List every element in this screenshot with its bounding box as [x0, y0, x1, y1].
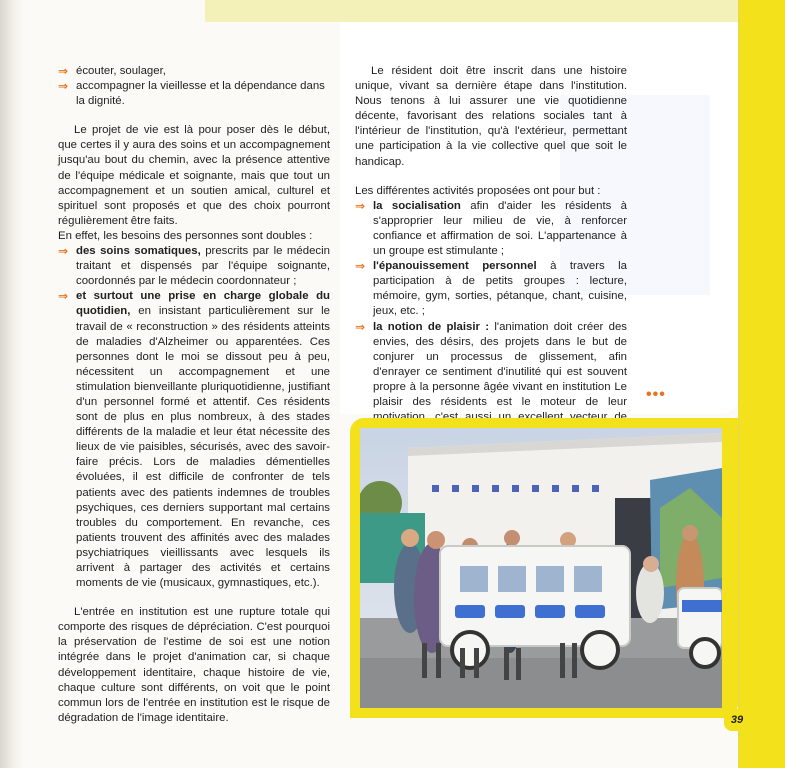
bullet-bold-lead: et surtout une prise en charge globale du quotidien, [76, 290, 330, 318]
paragraph-activites-intro: Les différentes activités proposées ont pour but : [355, 184, 601, 197]
double-arrow-icon: ⇒ [355, 319, 366, 334]
continuation-dots: ••• [646, 386, 666, 403]
top-color-band [205, 0, 745, 22]
bullet-item [58, 289, 330, 591]
left-text-column [58, 64, 330, 726]
side-strip-heading [744, 30, 774, 140]
bullet-bold-lead: l'épanouissement personnel [373, 260, 537, 273]
right-text-column [355, 64, 627, 455]
bullet-text: accompagner la vieillesse et la dépendance dans la dignité. [76, 80, 325, 108]
double-arrow-icon: ⇒ [58, 79, 69, 94]
paragraph-entree-institution: L'entrée en institution est une rupture totale qui comporte des risques de dépréciation. C'est pourquoi la préservation de l'estime de soi est une notion intégrée dans le projet d'animation car, si chaque développement identitaire, chaque histoire de vie, chaque culture sont différents, on voit que le point commun lors de l'entrée en institution est le risque de dégradation de l'image identitaire. [58, 606, 330, 724]
bullet-text: écouter, soulager, [76, 65, 166, 77]
bullet-item [355, 259, 627, 319]
bullet-text: à travers la participation à de petits groupes : lecture, mémoire, gym, sorties, pétanque, chant, cuisine, jeux, etc. ; [373, 260, 627, 318]
bullet-text: en insistant particulièrement sur le travail de « reconstruction » des résidents atteints de maladies d'Alzheimer ou apparentées. Ces personnes dont le moi se dissout peu à peu, nécessitent un accompagnement et une stimulation bienveillante pluriquotidienne, justifiant d'un personnel formé et attentif. Ces résidents sont de plus en plus nombreux, à des stades différents de la maladie et leur état nécessite des lieux de vie paisibles, sécurisés, avec des savoir-faire précis. Lors de maladies démentielles évoluées, il est difficile de confronter de tels patients avec des patients indemnes de troubles psychiques, ces derniers supportant mal certains troubles du comportement. En revanche, ces patients trouvent des affinités avec des malades psychiatriques vieillissants avec lesquels ils arrivent à partager des activités et certains moments de vie (musicaux, gymnastiques, etc.). [76, 305, 330, 590]
page-gutter-shadow [0, 0, 24, 768]
activity-photo [360, 428, 722, 708]
paragraph-resident: Le résident doit être inscrit dans une histoire unique, vivant sa dernière étape dans l'institution. Nous tenons à lui assurer une vie quotidienne décente, favorisant des relations sociales tant à l'intérieur de l'institution, qu'à l'extérieur, permettant une participation à la vie collective quel que soit le handicap. [355, 65, 627, 168]
double-arrow-icon: ⇒ [355, 198, 366, 213]
bullet-text: l'animation doit créer des envies, des désirs, des projets dans le but de conjurer un processus de glissement, afin d'enrayer ce sentiment d'inutilité qui est souvent propre à la personne âgée vivant en institution Le plaisir des résidents est le moteur de leur [373, 320, 627, 408]
paragraph-projet-de-vie: Le projet de vie est là pour poser dès le début, que certes il y aura des soins et un accompagnement jusqu'au bout du chemin, avec la présence attentive de l'équipe médicale et soignante, mais que tout un accompagnement et un soutien amical, culturel et spirituel sont proposés et que des choix pourront régulièrement être faits. [58, 124, 330, 227]
double-arrow-icon: ⇒ [58, 64, 69, 78]
paragraph-besoins-intro: En effet, les besoins des personnes sont doubles : [58, 229, 313, 242]
bullet-text: prescrits par le médecin traitant et dispensés par l'équipe soignante, coordonnés par le médecin coordonnateur ; [76, 245, 330, 288]
page-number: 39 [724, 709, 750, 731]
bullet-item [58, 79, 330, 109]
bullet-bold-lead: la notion de plaisir : [373, 320, 490, 333]
bullet-text: afin d'aider les résidents à s'approprier leur milieu de vie, à renforcer confiance et affirmation de soi. L'appartenance à un groupe est stimulante ; [373, 199, 627, 258]
bullet-item [355, 199, 627, 259]
double-arrow-icon: ⇒ [58, 244, 69, 259]
bullet-bold-lead: des soins somatiques, [76, 245, 201, 258]
bullet-bold-lead: la socialisation [373, 199, 461, 212]
double-arrow-icon: ⇒ [58, 289, 69, 304]
bullet-item [58, 64, 330, 79]
double-arrow-icon: ⇒ [355, 259, 366, 274]
bullet-item [58, 244, 330, 289]
